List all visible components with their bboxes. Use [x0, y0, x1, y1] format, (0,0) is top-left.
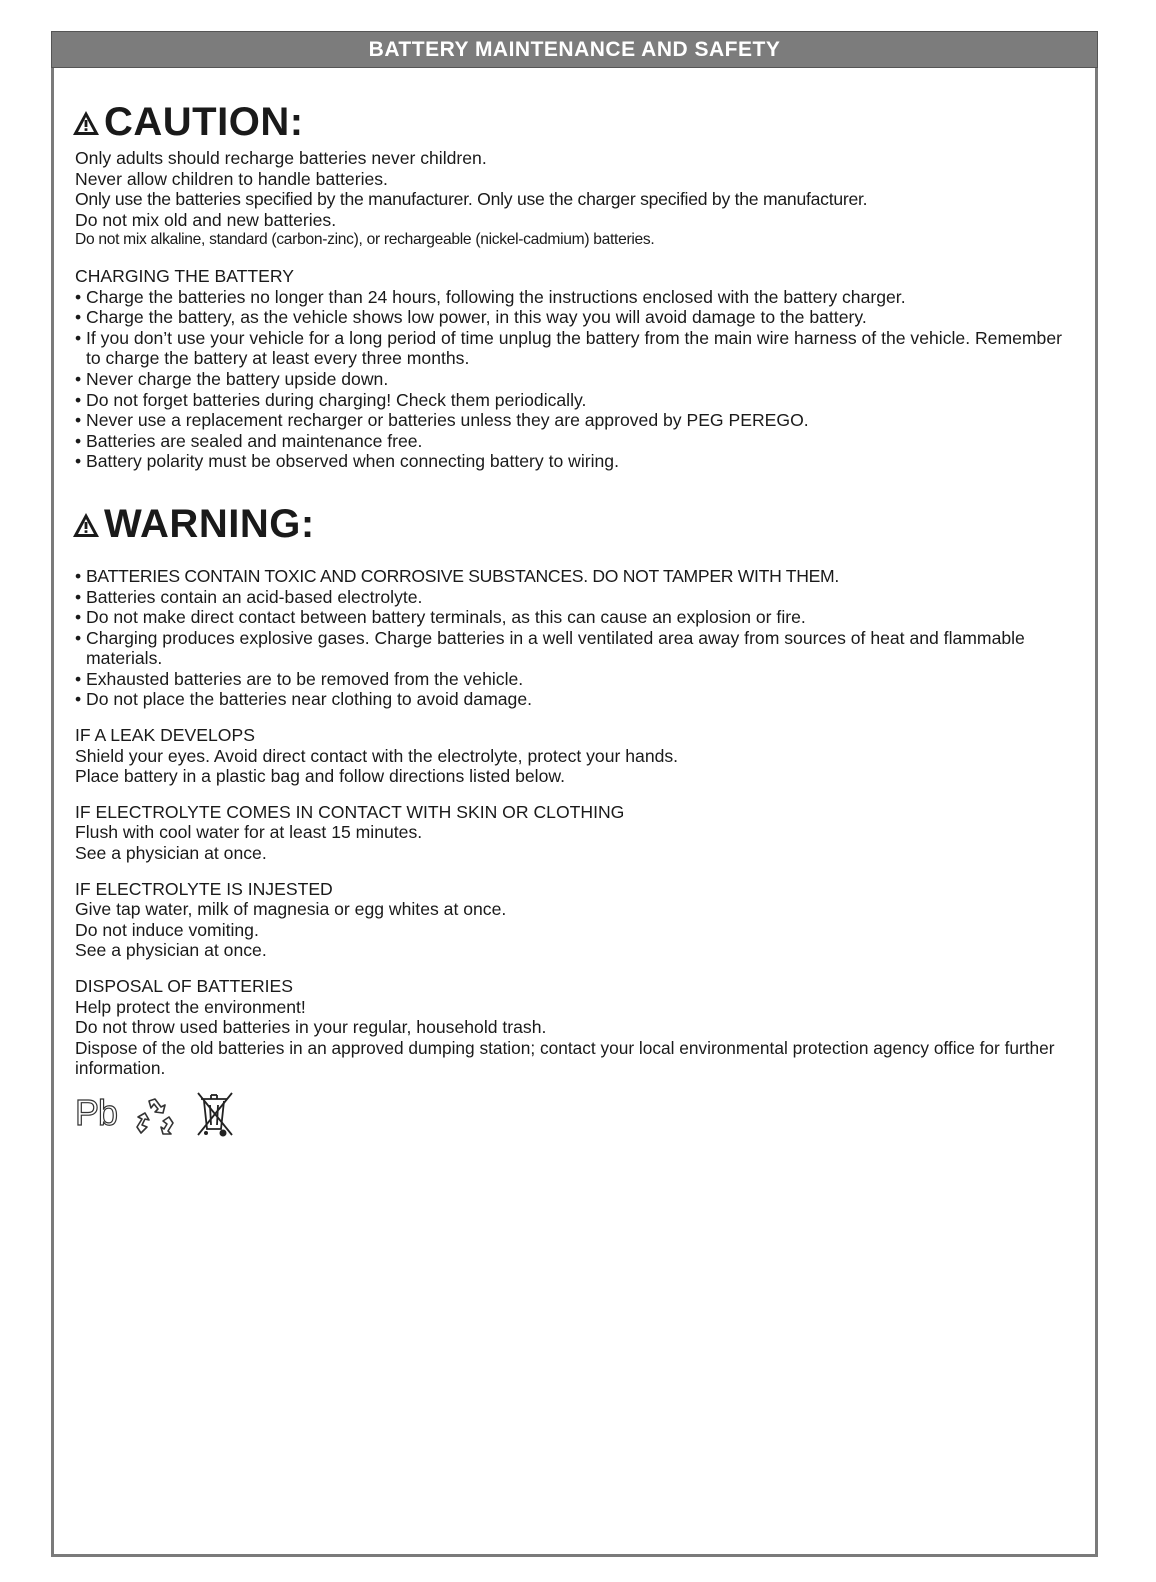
warning-list [75, 566, 1075, 710]
warning-triangle-icon [72, 512, 100, 538]
ingested-line: Do not induce vomiting. [75, 919, 259, 940]
disposal-symbols [75, 1089, 1075, 1139]
list-item: • Batteries contain an acid-based electrolyte. [75, 587, 1075, 608]
disposal-line: Dispose of the old batteries in an approved dumping station; contact your local environmental protection agency office for further information. [75, 1037, 1055, 1079]
recycle-icon [133, 1095, 177, 1139]
caution-line: Only use the batteries specified by the manufacturer. Only use the charger specified by the manufacturer. [75, 189, 868, 210]
caution-line: Do not mix old and new batteries. [75, 209, 337, 230]
leak-line: Place battery in a plastic bag and follow directions listed below. [75, 766, 565, 787]
list-item: • Charging produces explosive gases. Charge batteries in a well ventilated area away from sources of heat and flammable materials. [75, 628, 1075, 669]
list-item: • Never use a replacement recharger or batteries unless they are approved by PEG PEREGO. [75, 410, 1075, 431]
charging-title: CHARGING THE BATTERY [75, 265, 294, 286]
list-item: • Never charge the battery upside down. [75, 369, 1075, 390]
document-content [75, 98, 1075, 1139]
list-item: • Battery polarity must be observed when connecting battery to wiring. [75, 451, 1075, 472]
skin-line: Flush with cool water for at least 15 minutes. [75, 822, 423, 843]
leak-title: IF A LEAK DEVELOPS [75, 725, 255, 746]
list-item: • BATTERIES CONTAIN TOXIC AND CORROSIVE SUBSTANCES. DO NOT TAMPER WITH THEM. [75, 566, 1075, 587]
disposal-line: Help protect the environment! [75, 996, 306, 1017]
charging-list [75, 287, 1075, 472]
disposal-title: DISPOSAL OF BATTERIES [75, 976, 294, 996]
ingested-title: IF ELECTROLYTE IS INJESTED [75, 878, 333, 899]
list-item: • Batteries are sealed and maintenance free. [75, 431, 1075, 452]
skin-title: IF ELECTROLYTE COMES IN CONTACT WITH SKIN OR CLOTHING [75, 801, 625, 822]
warning-triangle-icon [72, 110, 100, 136]
skin-line: See a physician at once. [75, 843, 267, 864]
list-item: • Do not make direct contact between battery terminals, as this can cause an explosion or fire. [75, 607, 1075, 628]
ingested-line: Give tap water, milk of magnesia or egg whites at once. [75, 899, 507, 920]
list-item: • Charge the batteries no longer than 24 hours, following the instructions enclosed with the battery charger. [75, 287, 1075, 308]
list-item: • Exhausted batteries are to be removed from the vehicle. [75, 669, 1075, 690]
caution-line: Only adults should recharge batteries never children. [75, 148, 487, 168]
caution-heading-text: CAUTION: [104, 100, 304, 144]
list-item: • Do not forget batteries during charging! Check them periodically. [75, 390, 1075, 411]
crossed-bin-icon [195, 1089, 235, 1139]
caution-heading [72, 98, 1075, 146]
list-item: • Charge the battery, as the vehicle shows low power, in this way you will avoid damage to the battery. [75, 307, 1075, 328]
warning-heading-text: WARNING: [104, 501, 315, 546]
page-header: BATTERY MAINTENANCE AND SAFETY [51, 31, 1098, 68]
caution-line: Do not mix alkaline, standard (carbon-zinc), or rechargeable (nickel-cadmium) batteries. [75, 231, 655, 249]
warning-heading [72, 500, 1075, 548]
pb-symbol: Pb [75, 1091, 118, 1133]
list-item: • If you don’t use your vehicle for a long period of time unplug the battery from the main wire harness of the vehicle. Remember to charge the battery at least every three months. [75, 328, 1075, 369]
ingested-line: See a physician at once. [75, 940, 267, 961]
disposal-line: Do not throw used batteries in your regular, household trash. [75, 1017, 547, 1038]
caution-line: Never allow children to handle batteries. [75, 168, 388, 189]
leak-line: Shield your eyes. Avoid direct contact with the electrolyte, protect your hands. [75, 745, 679, 766]
list-item: • Do not place the batteries near clothing to avoid damage. [75, 689, 1075, 710]
